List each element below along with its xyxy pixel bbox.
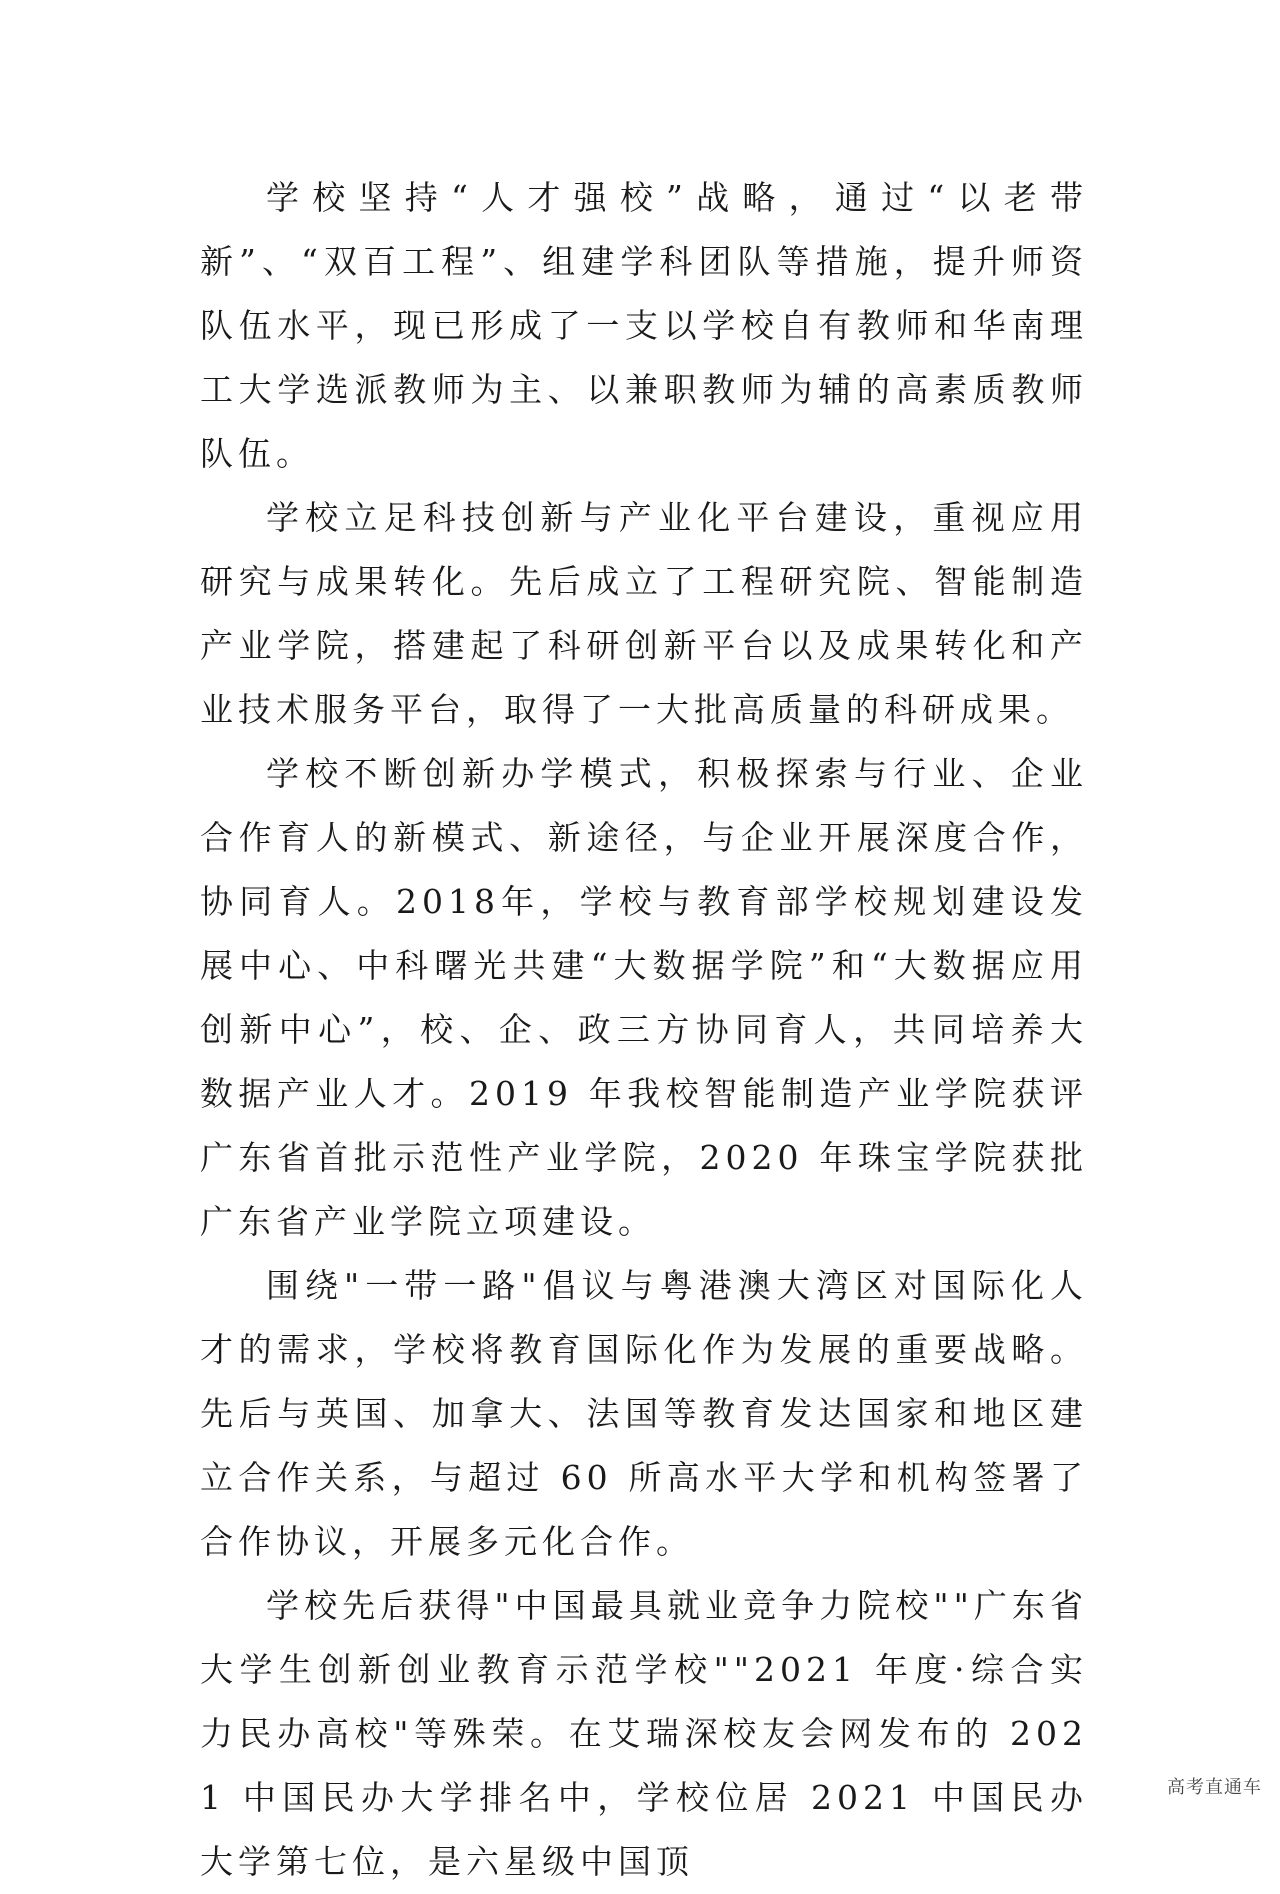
paragraph-research: 学校立足科技创新与产业化平台建设，重视应用研究与成果转化。先后成立了工程研究院、智能制造产业学院，搭建起了科研创新平台以及成果转化和产业技术服务平台，取得了一大批高质量的科研成果。 (200, 498, 1088, 729)
paragraph-honors: 学校先后获得"中国最具就业竞争力院校""广东省大学生创新创业教育示范学校""2021 年度·综合实力民办高校"等殊荣。在艾瑞深校友会网发布的 2021 中国民办大学排名中，学校位居 2021 中国民办大学第七位，是六星级中国顶 (200, 1586, 1088, 1881)
paragraph-faculty: 学校坚持“人才强校”战略，通过“以老带新”、“双百工程”、组建学科团队等措施，提升师资队伍水平，现已形成了一支以学校自有教师和华南理工大学选派教师为主、以兼职教师为辅的高素质教师队伍。 (200, 178, 1088, 473)
document-body (200, 166, 1088, 1894)
paragraph-international: 围绕"一带一路"倡议与粤港澳大湾区对国际化人才的需求，学校将教育国际化作为发展的重要战略。先后与英国、加拿大、法国等教育发达国家和地区建立合作关系，与超过 60 所高水平大学和机构签署了合作协议，开展多元化合作。 (200, 1266, 1088, 1561)
paragraph-cooperation: 学校不断创新办学模式，积极探索与行业、企业合作育人的新模式、新途径，与企业开展深度合作，协同育人。2018年，学校与教育部学校规划建设发展中心、中科曙光共建“大数据学院”和“大数据应用创新中心”，校、企、政三方协同育人，共同培养大数据产业人才。2019 年我校智能制造产业学院获评广东省首批示范性产业学院，2020 年珠宝学院获批广东省产业学院立项建设。 (200, 754, 1088, 1241)
watermark-text: 高考直通车 (1167, 1777, 1262, 1798)
